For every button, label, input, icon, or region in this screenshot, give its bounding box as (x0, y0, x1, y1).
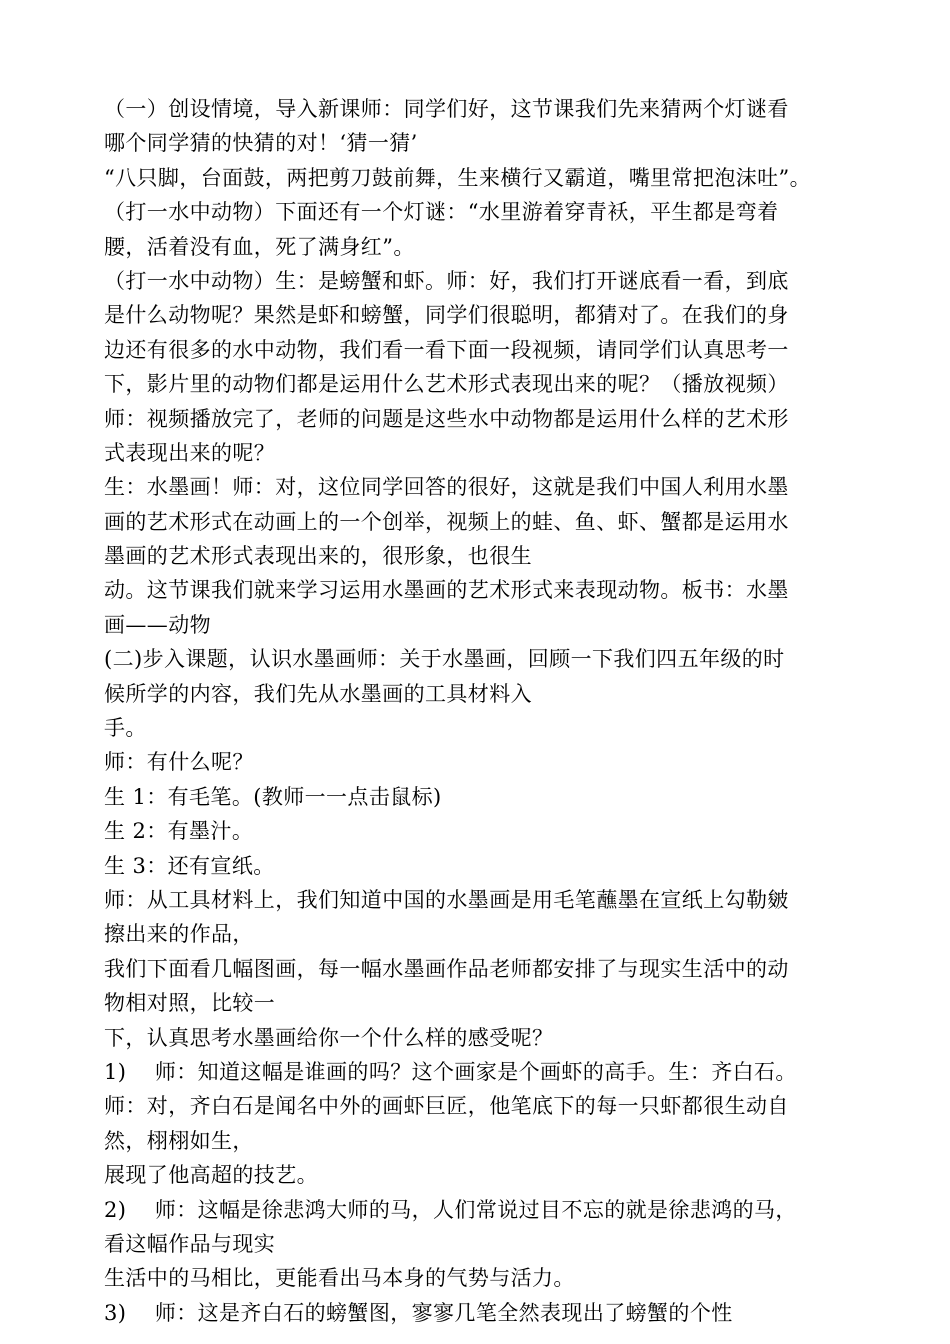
text-line: 师：有什么呢？ (104, 750, 254, 775)
text-line: 生 1：有毛笔。(教师一一点击鼠标) (104, 784, 442, 809)
text-line: 擦出来的作品， (104, 922, 254, 947)
text-line: “八只脚，台面鼓，两把剪刀鼓前舞，生来横行又霸道，嘴里常把泡沫吐”。 (104, 165, 812, 190)
text-line: 生活中的马相比，更能看出马本身的气势与活力。 (104, 1266, 575, 1291)
text-line: 师：视频播放完了，老师的问题是这些水中动物都是运用什么样的艺术形 (104, 406, 789, 431)
text-line: （打一水中动物）下面还有一个灯谜：“水里游着穿青袄，平生都是弯着 (104, 200, 779, 225)
text-line: 看这幅作品与现实 (104, 1231, 276, 1256)
text-line: 然，栩栩如生， (104, 1128, 254, 1153)
text-line: （打一水中动物）生：是螃蟹和虾。师：好，我们打开谜底看一看，到底 (104, 268, 789, 293)
text-line: 边还有很多的水中动物，我们看一看下面一段视频，请同学们认真思考一 (104, 337, 789, 362)
text-line: 手。 (104, 716, 147, 741)
text-line: 展现了他高超的技艺。 (104, 1163, 318, 1188)
text-line: 式表现出来的呢？ (104, 440, 276, 465)
text-line: 动。这节课我们就来学习运用水墨画的艺术形式来表现动物。板书：水墨 (104, 578, 789, 603)
text-line: (二)步入课题，认识水墨画师：关于水墨画，回顾一下我们四五年级的时 (104, 647, 785, 672)
text-line: （一）创设情境，导入新课师：同学们好，这节课我们先来猜两个灯谜看 (104, 97, 789, 121)
document-body (104, 92, 904, 1330)
text-line: 候所学的内容，我们先从水墨画的工具材料入 (104, 681, 532, 706)
text-line: 1) 师：知道这幅是谁画的吗？这个画家是个画虾的高手。生：齐白石。 (104, 1059, 797, 1084)
text-line: 哪个同学猜的快猜的对！‘猜一猜’ (104, 131, 418, 156)
text-line: 生 3：还有宣纸。 (104, 853, 275, 878)
text-line: 下，认真思考水墨画给你一个什么样的感受呢？ (104, 1025, 554, 1050)
text-line: 生 2：有墨汁。 (104, 819, 254, 844)
text-line: 是什么动物呢？果然是虾和螃蟹，同学们很聪明，都猜对了。在我们的身 (104, 303, 789, 328)
text-line: 师：从工具材料上，我们知道中国的水墨画是用毛笔蘸墨在宣纸上勾勒皴 (104, 887, 789, 912)
text-line: 师：对，齐白石是闻名中外的画虾巨匠，他笔底下的每一只虾都很生动自 (104, 1094, 789, 1119)
text-line: 腰，活着没有血，死了满身红”。 (104, 234, 415, 259)
text-line: 物相对照，比较一 (104, 991, 276, 1016)
text-line: 墨画的艺术形式表现出来的，很形象，也很生 (104, 544, 532, 569)
text-line: 画的艺术形式在动画上的一个创举，视频上的蛙、鱼、虾、蟹都是运用水 (104, 509, 789, 534)
text-line: 2) 师：这幅是徐悲鸿大师的马，人们常说过目不忘的就是徐悲鸿的马， (104, 1197, 797, 1222)
text-line: 生：水墨画！师：对，这位同学回答的很好，这就是我们中国人利用水墨 (104, 475, 789, 500)
text-line: 下，影片里的动物们都是运用什么艺术形式表现出来的呢？（播放视频） (104, 372, 789, 397)
text-line: 我们下面看几幅图画，每一幅水墨画作品老师都安排了与现实生活中的动 (104, 956, 789, 981)
text-line: 画——动物 (104, 612, 211, 637)
text-line: 3) 师：这是齐白石的螃蟹图，寥寥几笔全然表现出了螃蟹的个性 (104, 1300, 733, 1325)
